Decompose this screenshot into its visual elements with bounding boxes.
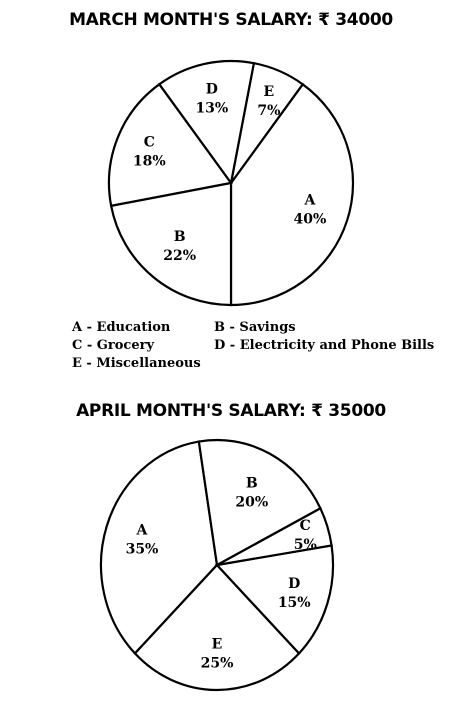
legend-item-c: C - Grocery [72,338,155,353]
slice-percent-label: 18% [132,153,166,170]
slice-percent-label: 7% [257,103,281,120]
slice-category-label: B [173,229,186,246]
slice-category-label: C [299,518,311,535]
slice-percent-label: 25% [200,655,234,672]
march-chart-title: MARCH MONTH'S SALARY: ₹ 34000 [69,10,393,30]
slice-category-label: A [304,192,316,209]
slice-percent-label: 5% [293,537,317,554]
slice-percent-label: 35% [125,541,159,558]
legend-item-e: E - Miscellaneous [72,356,201,371]
slice-percent-label: 40% [293,211,327,228]
slice-category-label: E [211,636,223,653]
slice-percent-label: 22% [163,248,197,265]
legend-item-d: D - Electricity and Phone Bills [214,338,435,353]
slice-category-label: D [288,576,301,593]
slice-category-label: A [136,522,148,539]
legend-item-b: B - Savings [214,320,296,335]
april-chart-title: APRIL MONTH'S SALARY: ₹ 35000 [76,401,386,421]
slice-percent-label: 15% [277,595,311,612]
slice-category-label: C [143,134,155,151]
slice-category-label: E [263,84,275,101]
slice-category-label: B [245,475,258,492]
legend-item-a: A - Education [72,320,171,335]
slice-percent-label: 20% [235,494,269,511]
slice-percent-label: 13% [195,100,229,117]
slice-category-label: D [205,81,218,98]
